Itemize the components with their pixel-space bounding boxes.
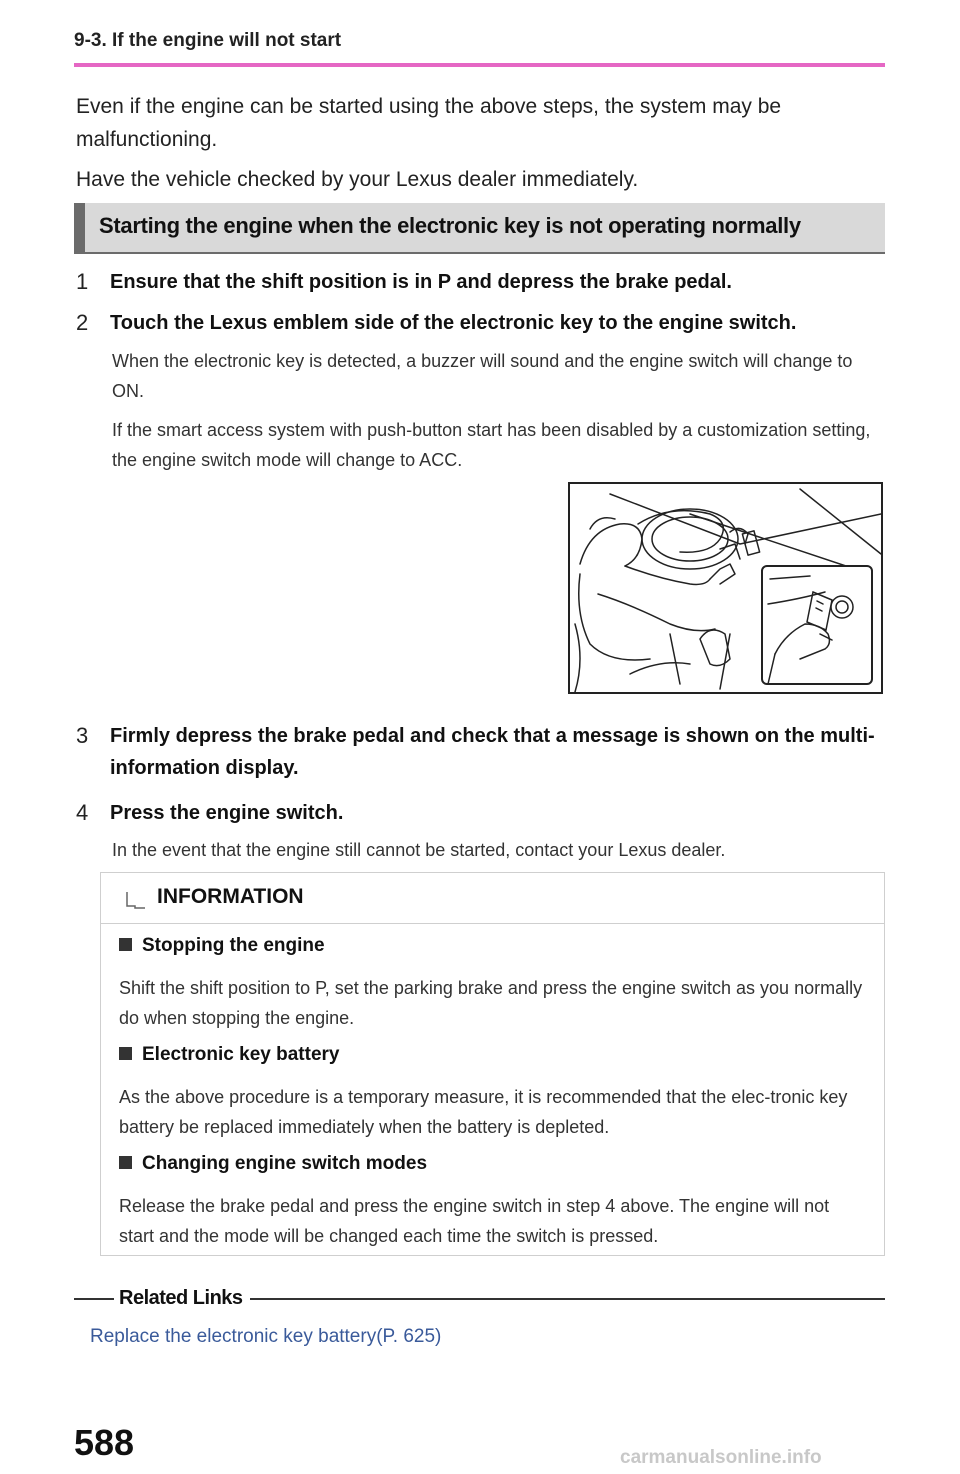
step-2-note-2: If the smart access system with push-button start has been disabled by a customization setting, the engine switch mode will change to ACC. — [112, 420, 871, 470]
information-box — [100, 872, 885, 1256]
note-icon — [125, 891, 147, 909]
section-title: Starting the engine when the electronic key is not operating normally — [99, 213, 801, 238]
engine-switch-illustration — [568, 482, 883, 694]
step-number: 4 — [76, 800, 89, 825]
section-underline — [74, 252, 885, 254]
step-3 — [76, 720, 876, 784]
step-number: 2 — [76, 310, 89, 335]
section-title-bar — [74, 203, 885, 253]
step-2-note-1: When the electronic key is detected, a buzzer will sound and the engine switch will change to ON. — [112, 351, 853, 401]
step-text: Press the engine switch. — [110, 802, 344, 824]
step-2 — [76, 307, 876, 339]
step-text: Touch the Lexus emblem side of the electronic key to the engine switch. — [110, 312, 797, 334]
info-heading-stopping: Stopping the engine — [119, 935, 325, 957]
information-title: INFORMATION — [157, 885, 304, 908]
page-number: 588 — [74, 1422, 135, 1463]
square-bullet-icon — [119, 1156, 132, 1169]
intro-paragraph-2: Have the vehicle checked by your Lexus dealer immediately. — [76, 168, 639, 191]
info-heading-switch-modes: Changing engine switch modes — [119, 1153, 427, 1175]
related-rule-right — [250, 1298, 885, 1300]
watermark: carmanualsonline.info — [620, 1447, 822, 1468]
step-number: 1 — [76, 269, 89, 294]
header-rule — [74, 63, 885, 67]
square-bullet-icon — [119, 1047, 132, 1060]
info-text-battery: As the above procedure is a temporary measure, it is recommended that the elec-tronic key battery be replaced immediately when the battery is depleted. — [119, 1087, 848, 1137]
related-links-title: Related Links — [119, 1287, 243, 1309]
related-link-key-battery[interactable]: Replace the electronic key battery(P. 625) — [90, 1326, 442, 1347]
step-number: 3 — [76, 723, 89, 748]
step-text: Ensure that the shift position is in P and depress the brake pedal. — [110, 271, 732, 293]
step-4 — [76, 797, 876, 829]
step-text: Firmly depress the brake pedal and check that a message is shown on the multi-information display. — [110, 725, 875, 779]
step-1 — [76, 266, 876, 298]
info-text-stopping: Shift the shift position to P, set the parking brake and press the engine switch as you normally do when stopping the engine. — [119, 978, 863, 1028]
section-header: 9-3. If the engine will not start — [74, 30, 342, 51]
driver-touching-key-icon — [570, 484, 881, 692]
step-4-note: In the event that the engine still cannot be started, contact your Lexus dealer. — [112, 840, 726, 860]
square-bullet-icon — [119, 938, 132, 951]
related-rule-left — [74, 1298, 114, 1300]
information-header — [101, 873, 884, 924]
intro-paragraph-1: Even if the engine can be started using the above steps, the system may be malfunctioning. — [76, 95, 782, 151]
info-text-switch-modes: Release the brake pedal and press the engine switch in step 4 above. The engine will not start and the mode will be changed each time the switch is pressed. — [119, 1196, 830, 1246]
info-heading-battery: Electronic key battery — [119, 1044, 339, 1066]
